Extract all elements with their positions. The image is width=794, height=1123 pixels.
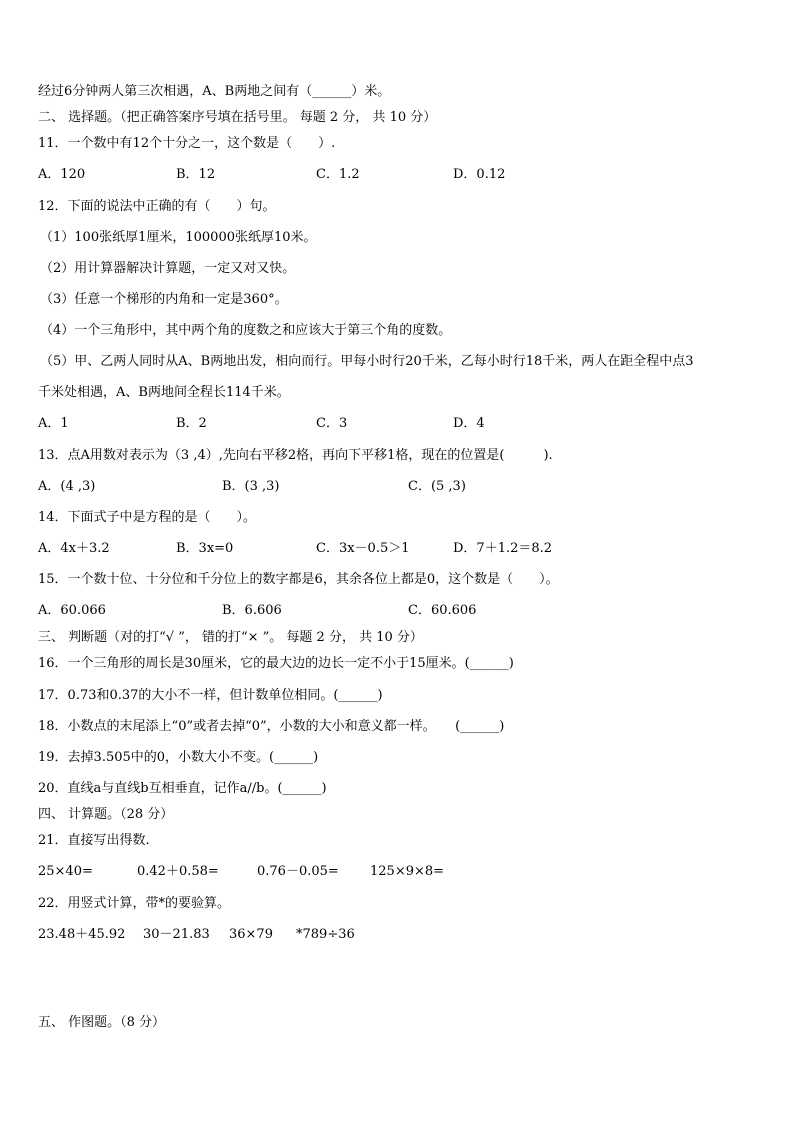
question-18: 18．小数点的末尾添上“0”或者去掉“0”，小数的大小和意义都一样。 (______) — [38, 719, 505, 734]
question-13: 13．点A用数对表示为（3 ,4）,先向右平移2格，再向下平移1格，现在的位置是( ). — [38, 448, 553, 463]
question-22: 22．用竖式计算，带*的要验算。 — [38, 896, 231, 911]
q15-option-b: B．6.606 — [222, 603, 282, 618]
q21-item-1: 25×40= — [38, 864, 93, 879]
q22-item-3: 36×79 — [229, 927, 273, 942]
section-4-heading: 四、 计算题。（28 分） — [38, 807, 174, 822]
q14-option-c: C．3x－0.5＞1 — [316, 541, 410, 556]
q22-item-1: 23.48＋45.92 — [38, 927, 126, 942]
section-3-heading: 三、 判断题（对的打“√ ”， 错的打“× ”。 每题 2 分， 共 10 分） — [38, 630, 423, 645]
q12-statement-1: （1）100张纸厚1厘米，100000张纸厚10米。 — [40, 230, 317, 245]
question-12: 12．下面的说法中正确的有（ ）句。 — [38, 199, 276, 214]
question-16: 16．一个三角形的周长是30厘米，它的最大边的边长一定不小于15厘米。(______) — [38, 656, 514, 671]
q12-option-c: C．3 — [316, 416, 348, 431]
q22-item-2: 30－21.83 — [143, 927, 210, 942]
q21-item-2: 0.42＋0.58= — [137, 864, 219, 879]
q13-option-a: A．(4 ,3) — [38, 479, 96, 494]
question-19: 19．去掉3.505中的0，小数大小不变。(______) — [38, 750, 319, 765]
q13-option-c: C．(5 ,3) — [408, 479, 466, 494]
q13-option-b: B．(3 ,3) — [222, 479, 280, 494]
q15-option-a: A．60.066 — [38, 603, 106, 618]
section-2-heading: 二、 选择题。（把正确答案序号填在括号里。 每题 2 分， 共 10 分） — [38, 110, 437, 125]
question-20: 20．直线a与直线b互相垂直，记作a//b。(______) — [38, 781, 327, 796]
question-14: 14．下面式子中是方程的是（ ）。 — [38, 510, 257, 525]
q14-option-a: A．4x＋3.2 — [38, 541, 110, 556]
q15-option-c: C．60.606 — [408, 603, 477, 618]
q21-item-3: 0.76－0.05= — [257, 864, 339, 879]
q12-statement-4: （4）一个三角形中，其中两个角的度数之和应该大于第三个角的度数。 — [40, 323, 452, 338]
q12-statement-2: （2）用计算器解决计算题，一定又对又快。 — [40, 261, 296, 276]
q12-option-d: D．4 — [453, 416, 485, 431]
section-5-heading: 五、 作图题。（8 分） — [38, 1015, 166, 1030]
q22-item-4: *789÷36 — [296, 927, 355, 942]
q11-option-b: B．12 — [176, 167, 216, 182]
q11-option-c: C．1.2 — [316, 167, 360, 182]
question-10-continued: 经过6分钟两人第三次相遇，A、B两地之间有（______）米。 — [38, 84, 391, 99]
question-11: 11．一个数中有12个十分之一，这个数是（ ）. — [38, 136, 336, 151]
q12-statement-5-line2: 千米处相遇，A、B两地间全程长114千米。 — [38, 385, 290, 400]
q12-option-a: A．1 — [38, 416, 69, 431]
q21-item-4: 125×9×8= — [370, 864, 445, 879]
question-21: 21．直接写出得数. — [38, 833, 150, 848]
question-17: 17．0.73和0.37的大小不一样，但计数单位相同。(______) — [38, 688, 383, 703]
question-15: 15．一个数十位、十分位和千分位上的数字都是6，其余各位上都是0，这个数是（ ）。 — [38, 572, 559, 587]
q12-option-b: B．2 — [176, 416, 207, 431]
q12-statement-3: （3）任意一个梯形的内角和一定是360°。 — [40, 292, 288, 307]
q12-statement-5-line1: （5）甲、乙两人同时从A、B两地出发，相向而行。甲每小时行20千米，乙每小时行18千米，两人在距全程中点3 — [40, 354, 694, 369]
q11-option-d: D．0.12 — [453, 167, 506, 182]
q11-option-a: A．120 — [38, 167, 86, 182]
q14-option-d: D．7＋1.2＝8.2 — [453, 541, 553, 556]
q14-option-b: B．3x=0 — [176, 541, 234, 556]
